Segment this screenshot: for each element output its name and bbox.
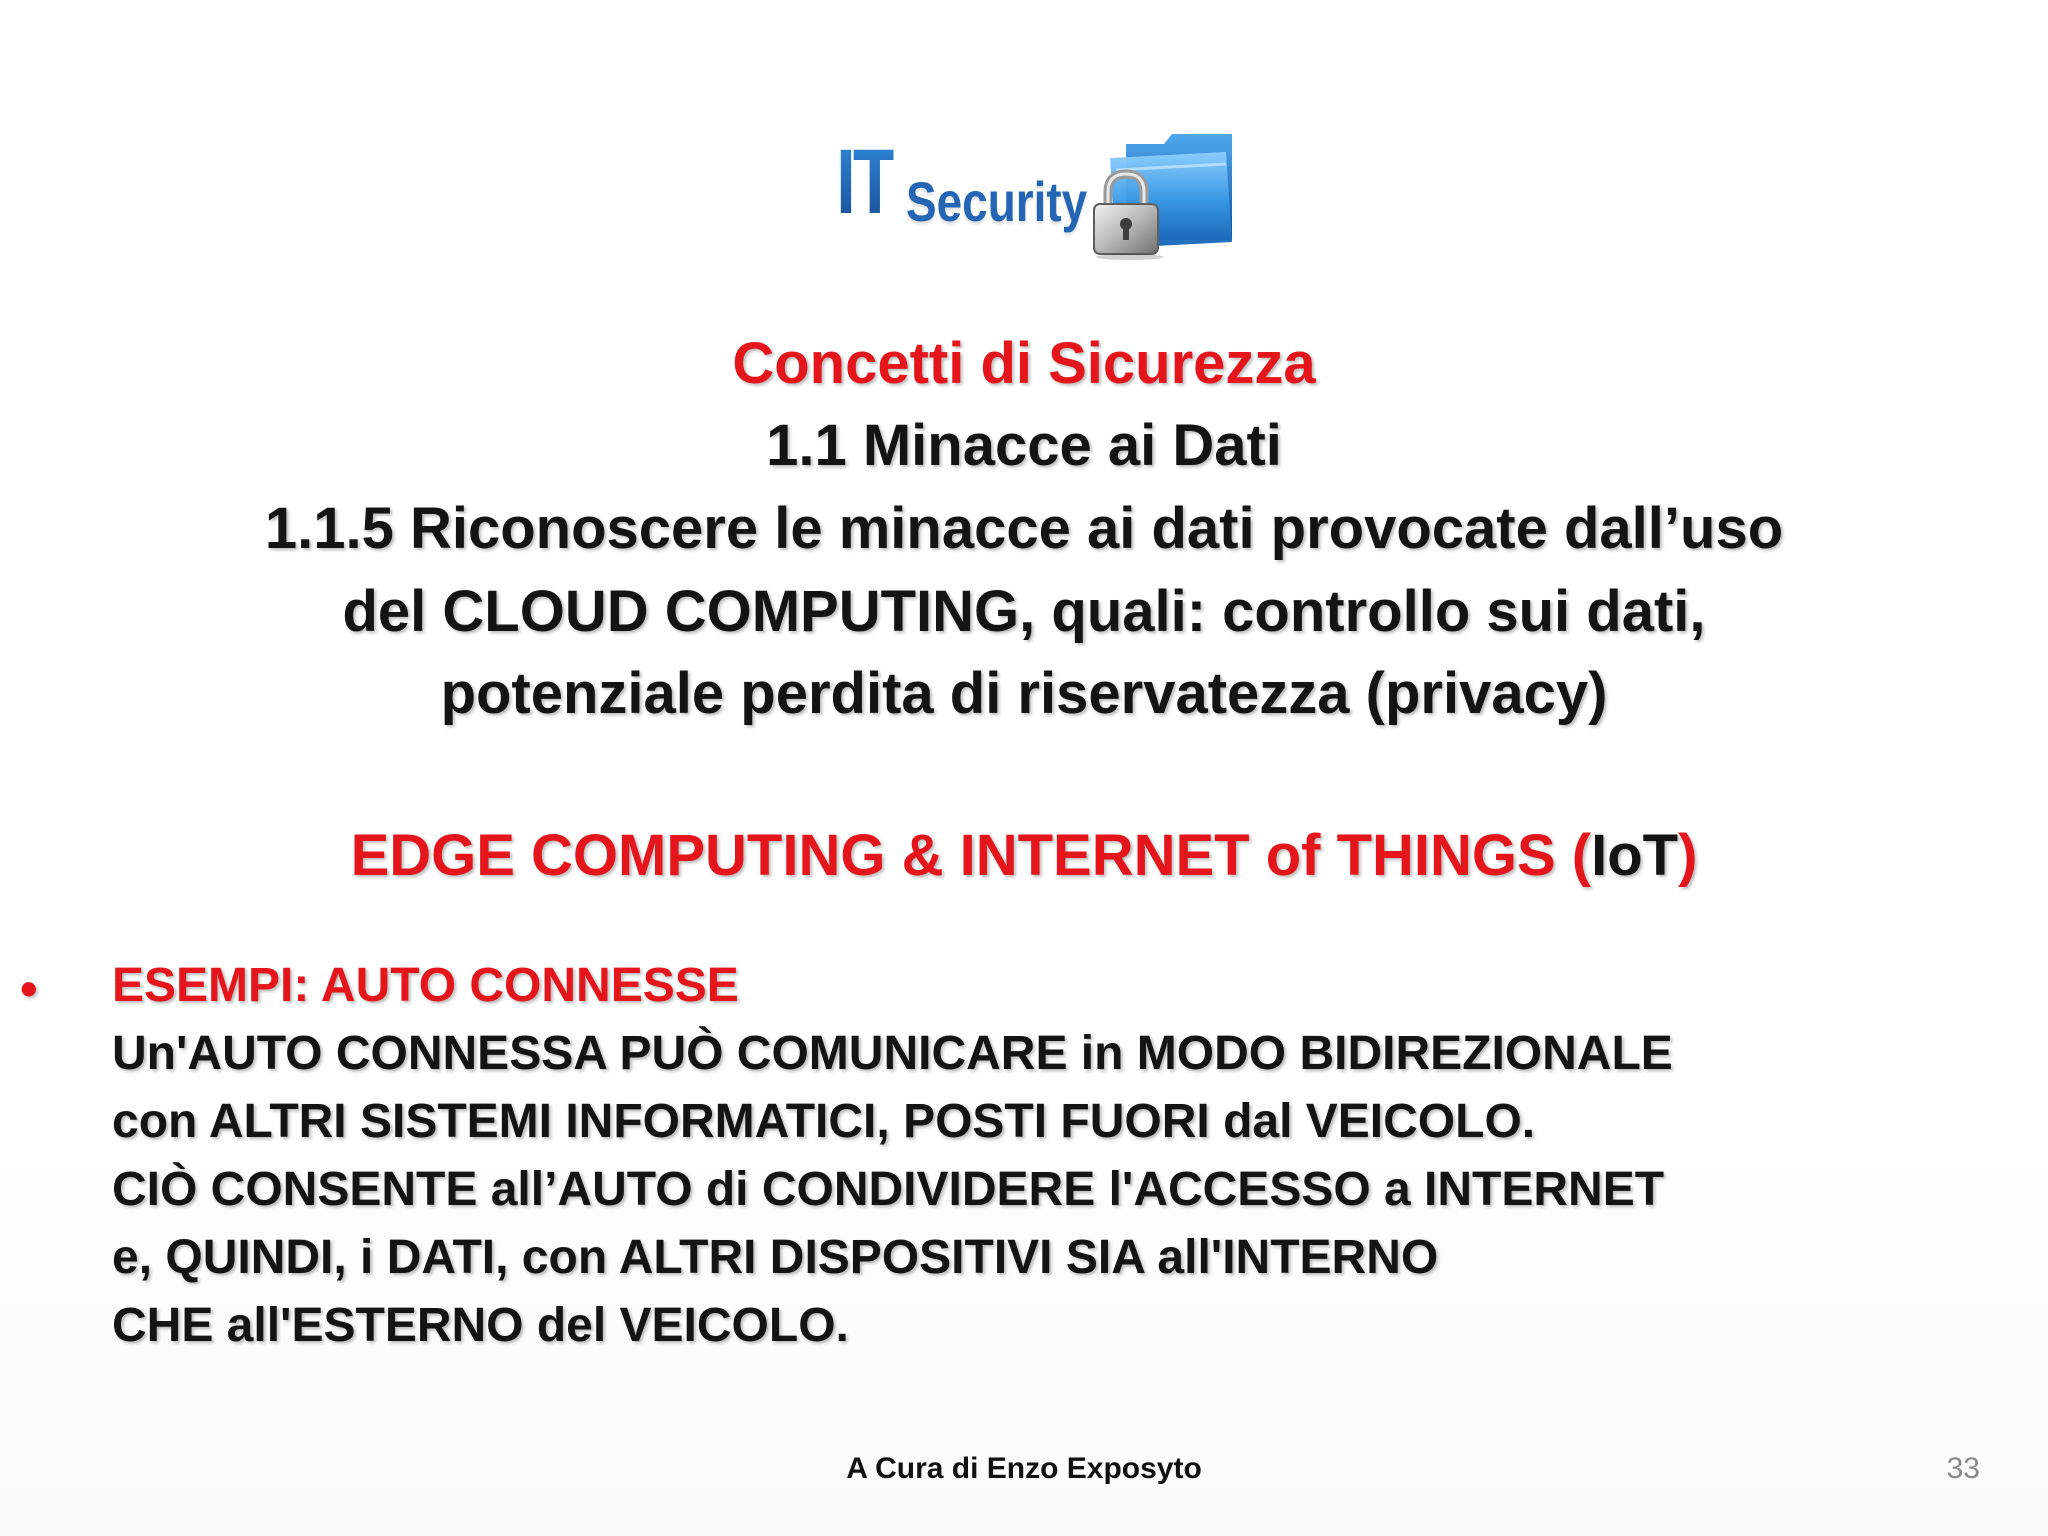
footer-author: A Cura di Enzo Exposyto xyxy=(846,1452,1202,1485)
subtitle-iot: IoT xyxy=(1591,823,1679,888)
subtitle-main: EDGE COMPUTING & INTERNET of THINGS ( xyxy=(350,823,1592,888)
topic-line-2: del CLOUD COMPUTING, quali: controllo sui dati, xyxy=(342,579,1706,644)
subtitle-close: ) xyxy=(1678,823,1698,888)
bullet-line: e, QUINDI, i DATI, con ALTRI DISPOSITIVI SIA all'INTERNO xyxy=(112,1231,1439,1284)
logo-it-text: IT xyxy=(836,131,894,233)
bullet-marker: • xyxy=(20,961,38,1017)
padlock-folder-icon xyxy=(1086,130,1236,260)
it-security-logo xyxy=(836,130,1236,260)
section-title: Concetti di Sicurezza xyxy=(732,331,1316,396)
bullet-line: con ALTRI SISTEMI INFORMATICI, POSTI FUORI dal VEICOLO. xyxy=(112,1095,1536,1148)
bullet-heading: ESEMPI: AUTO CONNESSE xyxy=(112,959,739,1012)
page-number: 33 xyxy=(1946,1452,1980,1485)
bullet-line: Un'AUTO CONNESSA PUÒ COMUNICARE in MODO BIDIREZIONALE xyxy=(112,1027,1673,1080)
topic-line-3: potenziale perdita di riservatezza (privacy) xyxy=(440,661,1608,726)
logo-security-text: Security xyxy=(906,170,1088,233)
topic-line-1: 1.1.5 Riconoscere le minacce ai dati provocate dall’uso xyxy=(264,496,1784,561)
subtitle xyxy=(0,822,2048,889)
bullet-line: CHE all'ESTERNO del VEICOLO. xyxy=(112,1299,849,1352)
subsection-title: 1.1 Minacce ai Dati xyxy=(766,413,1282,478)
bullet-line: CIÒ CONSENTE all’AUTO di CONDIVIDERE l'ACCESSO a INTERNET xyxy=(112,1163,1665,1216)
